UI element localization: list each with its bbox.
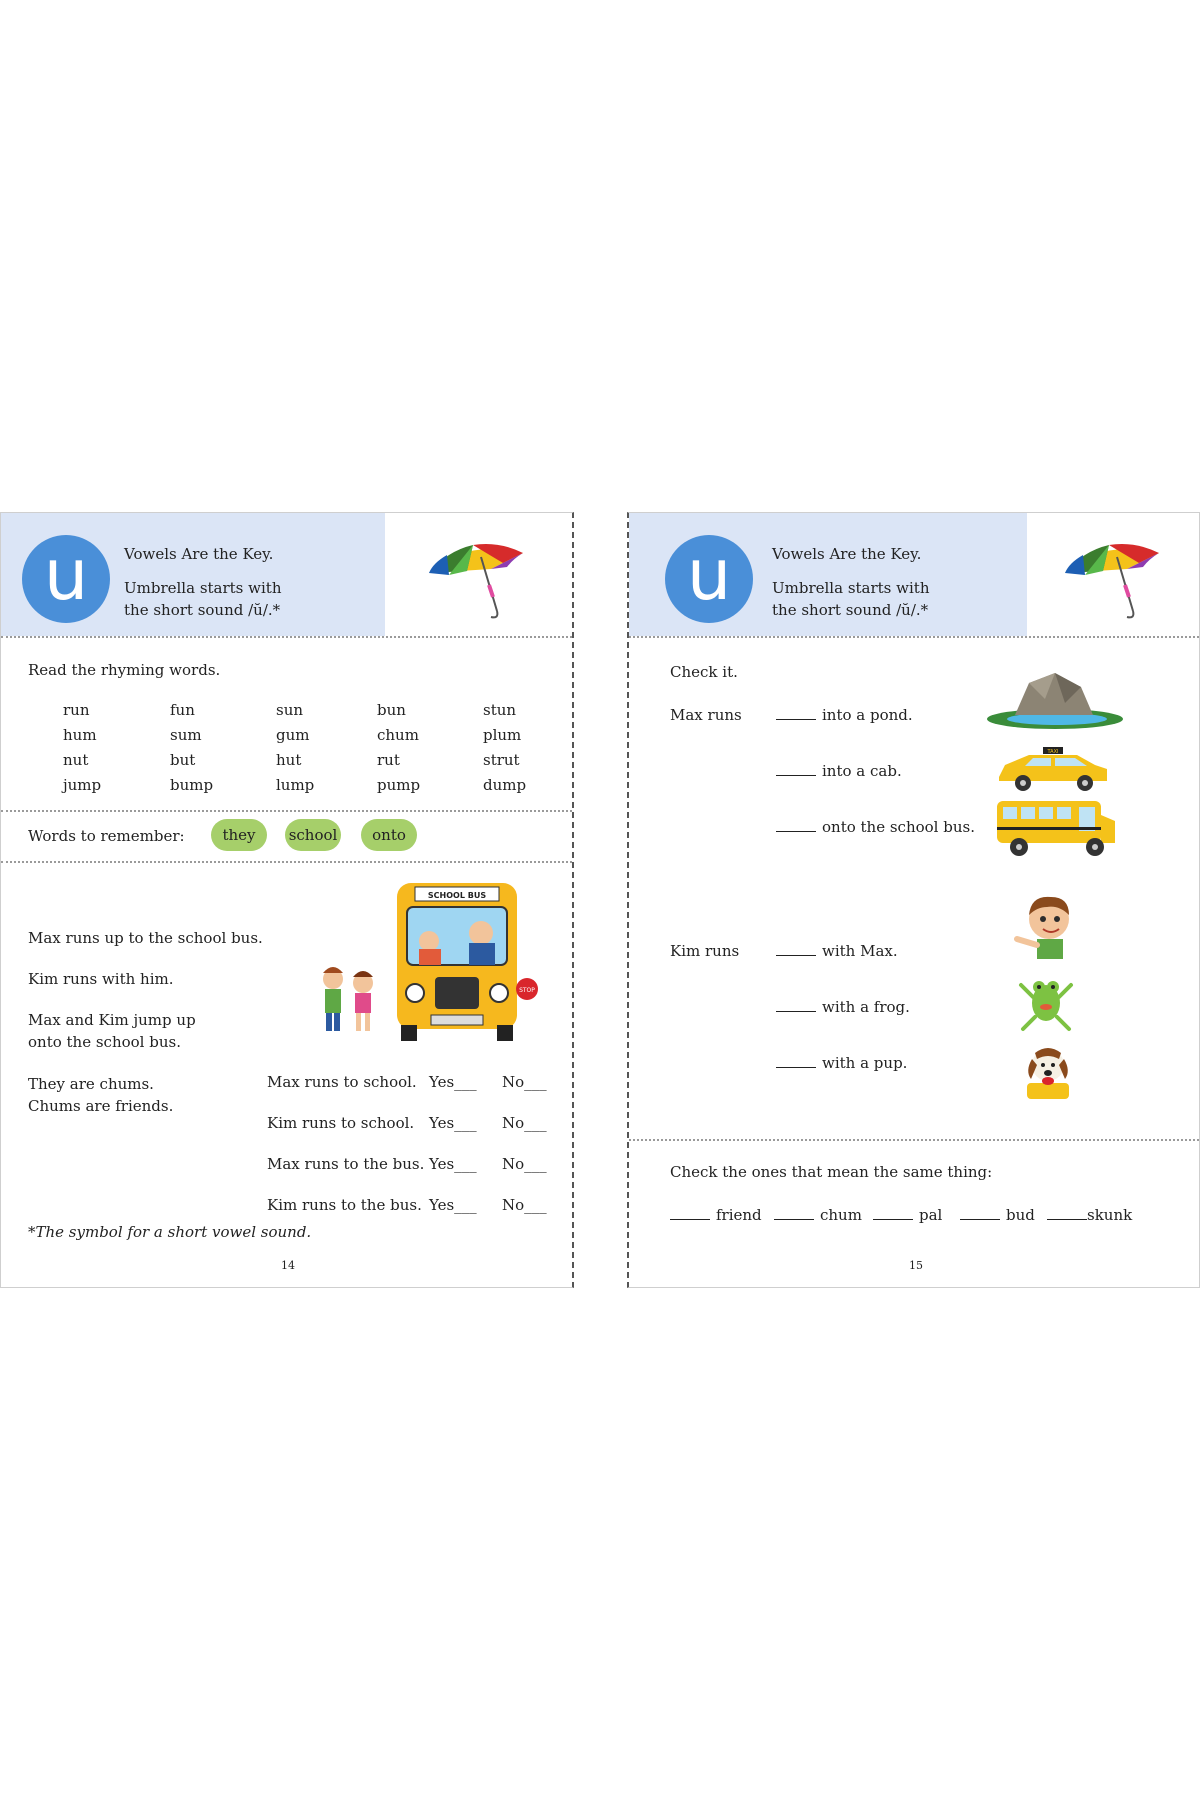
answer-blank[interactable] — [776, 955, 816, 956]
frog-illustration — [1017, 967, 1075, 1033]
word-pill: onto — [361, 819, 417, 851]
same-word-option[interactable] — [873, 1206, 942, 1224]
option-text: skunk — [1087, 1206, 1133, 1224]
story-line: They are chums. — [28, 1075, 154, 1093]
rhyme-word: pump — [377, 776, 421, 794]
option-text: onto the school bus. — [822, 818, 975, 836]
no-checkbox[interactable]: No___ — [502, 1114, 547, 1132]
divider — [629, 1139, 1199, 1141]
rhyme-word: nut — [63, 751, 89, 769]
rhyme-word: gum — [276, 726, 310, 744]
question-row — [267, 1155, 547, 1173]
same-word-option[interactable] — [1047, 1206, 1132, 1224]
answer-blank[interactable] — [776, 1067, 816, 1068]
option-text: with Max. — [822, 942, 898, 960]
rhyme-word: hum — [63, 726, 97, 744]
stop-sign: STOP — [519, 987, 535, 994]
option-text: with a frog. — [822, 998, 910, 1016]
rhyme-word: lump — [276, 776, 315, 794]
letter-circle: u — [665, 535, 753, 623]
header-line-1: Umbrella starts with — [772, 579, 930, 597]
option-text: with a pup. — [822, 1054, 908, 1072]
school-bus-illustration — [311, 877, 541, 1047]
rhyme-word: sum — [170, 726, 202, 744]
header-subtitle — [772, 577, 1022, 621]
right-page — [627, 512, 1200, 1288]
footnote: *The symbol for a short vowel sound. — [28, 1223, 312, 1241]
header-line-1: Umbrella starts with — [124, 579, 282, 597]
taxi-illustration — [995, 745, 1111, 793]
story-line: Max runs up to the school bus. — [28, 929, 263, 947]
header-line-2: the short sound /ŭ/.* — [772, 601, 929, 619]
kim-option[interactable] — [776, 998, 910, 1016]
rhyme-word: stun — [483, 701, 517, 719]
question-text: Kim runs to school. — [267, 1114, 415, 1132]
question-row — [267, 1196, 547, 1214]
rhyme-word: bun — [377, 701, 406, 719]
book-spread — [0, 512, 1200, 1288]
answer-blank[interactable] — [670, 1219, 710, 1220]
answer-blank[interactable] — [774, 1219, 814, 1220]
page-header — [1, 513, 572, 638]
words-label: Words to remember: — [28, 827, 185, 845]
no-checkbox[interactable]: No___ — [502, 1073, 547, 1091]
rhyme-word: dump — [483, 776, 527, 794]
header-title: Vowels Are the Key. — [124, 545, 274, 563]
max-option[interactable] — [776, 818, 975, 836]
option-text: chum — [820, 1206, 862, 1224]
answer-blank[interactable] — [776, 831, 816, 832]
page-header — [629, 513, 1199, 638]
same-instruction: Check the ones that mean the same thing: — [670, 1163, 993, 1181]
answer-blank[interactable] — [776, 1011, 816, 1012]
taxi-sign: TAXI — [1047, 749, 1059, 755]
option-text: friend — [716, 1206, 762, 1224]
bus-sign: SCHOOL BUS — [427, 891, 487, 900]
max-label: Max runs — [670, 706, 742, 724]
rhyme-word: chum — [377, 726, 419, 744]
check-instruction: Check it. — [670, 663, 738, 681]
same-word-option[interactable] — [774, 1206, 862, 1224]
question-row — [267, 1073, 547, 1091]
rhyme-word: fun — [170, 701, 195, 719]
same-word-option[interactable] — [670, 1206, 762, 1224]
story-line: Max and Kim jump up — [28, 1011, 196, 1029]
page-number: 14 — [281, 1259, 295, 1272]
pond-illustration — [985, 669, 1125, 731]
yes-checkbox[interactable]: Yes___ — [429, 1073, 477, 1091]
umbrella-icon — [1063, 539, 1163, 621]
left-page — [0, 512, 574, 1288]
rhyme-instruction: Read the rhyming words. — [28, 661, 221, 679]
word-pill: school — [285, 819, 341, 851]
story-line: onto the school bus. — [28, 1033, 181, 1051]
boy-illustration — [1011, 891, 1081, 961]
answer-blank[interactable] — [873, 1219, 913, 1220]
school-bus-side-illustration — [995, 797, 1119, 861]
rhyme-word: strut — [483, 751, 520, 769]
page-number: 15 — [909, 1259, 923, 1272]
divider — [1, 861, 572, 863]
rhyme-word: hut — [276, 751, 302, 769]
option-text: pal — [919, 1206, 943, 1224]
rhyme-word: sun — [276, 701, 304, 719]
max-option[interactable] — [776, 762, 902, 780]
header-subtitle — [124, 577, 374, 621]
answer-blank[interactable] — [776, 719, 816, 720]
yes-checkbox[interactable]: Yes___ — [429, 1155, 477, 1173]
yes-checkbox[interactable]: Yes___ — [429, 1196, 477, 1214]
story-line: Kim runs with him. — [28, 970, 174, 988]
letter-circle: u — [22, 535, 110, 623]
question-text: Max runs to the bus. — [267, 1155, 425, 1173]
story-line: Chums are friends. — [28, 1097, 174, 1115]
no-checkbox[interactable]: No___ — [502, 1196, 547, 1214]
rhyme-word: run — [63, 701, 90, 719]
max-option[interactable] — [776, 706, 913, 724]
kim-label: Kim runs — [670, 942, 740, 960]
question-text: Max runs to school. — [267, 1073, 417, 1091]
answer-blank[interactable] — [960, 1219, 1000, 1220]
rhyme-word: jump — [63, 776, 102, 794]
umbrella-icon — [427, 539, 527, 621]
divider — [1, 810, 572, 812]
no-checkbox[interactable]: No___ — [502, 1155, 547, 1173]
option-text: bud — [1006, 1206, 1035, 1224]
rhyme-word: plum — [483, 726, 522, 744]
rhyme-word: rut — [377, 751, 400, 769]
rhyme-word: but — [170, 751, 196, 769]
question-row — [267, 1114, 547, 1132]
kim-option[interactable] — [776, 942, 898, 960]
yes-checkbox[interactable]: Yes___ — [429, 1114, 477, 1132]
same-word-option[interactable] — [960, 1206, 1035, 1224]
header-line-2: the short sound /ŭ/.* — [124, 601, 281, 619]
answer-blank[interactable] — [776, 775, 816, 776]
answer-blank[interactable] — [1047, 1219, 1087, 1220]
question-text: Kim runs to the bus. — [267, 1196, 422, 1214]
word-pill: they — [211, 819, 267, 851]
option-text: into a pond. — [822, 706, 913, 724]
kim-option[interactable] — [776, 1054, 907, 1072]
header-title: Vowels Are the Key. — [772, 545, 922, 563]
option-text: into a cab. — [822, 762, 902, 780]
pup-illustration — [1019, 1039, 1077, 1103]
rhyme-word: bump — [170, 776, 214, 794]
